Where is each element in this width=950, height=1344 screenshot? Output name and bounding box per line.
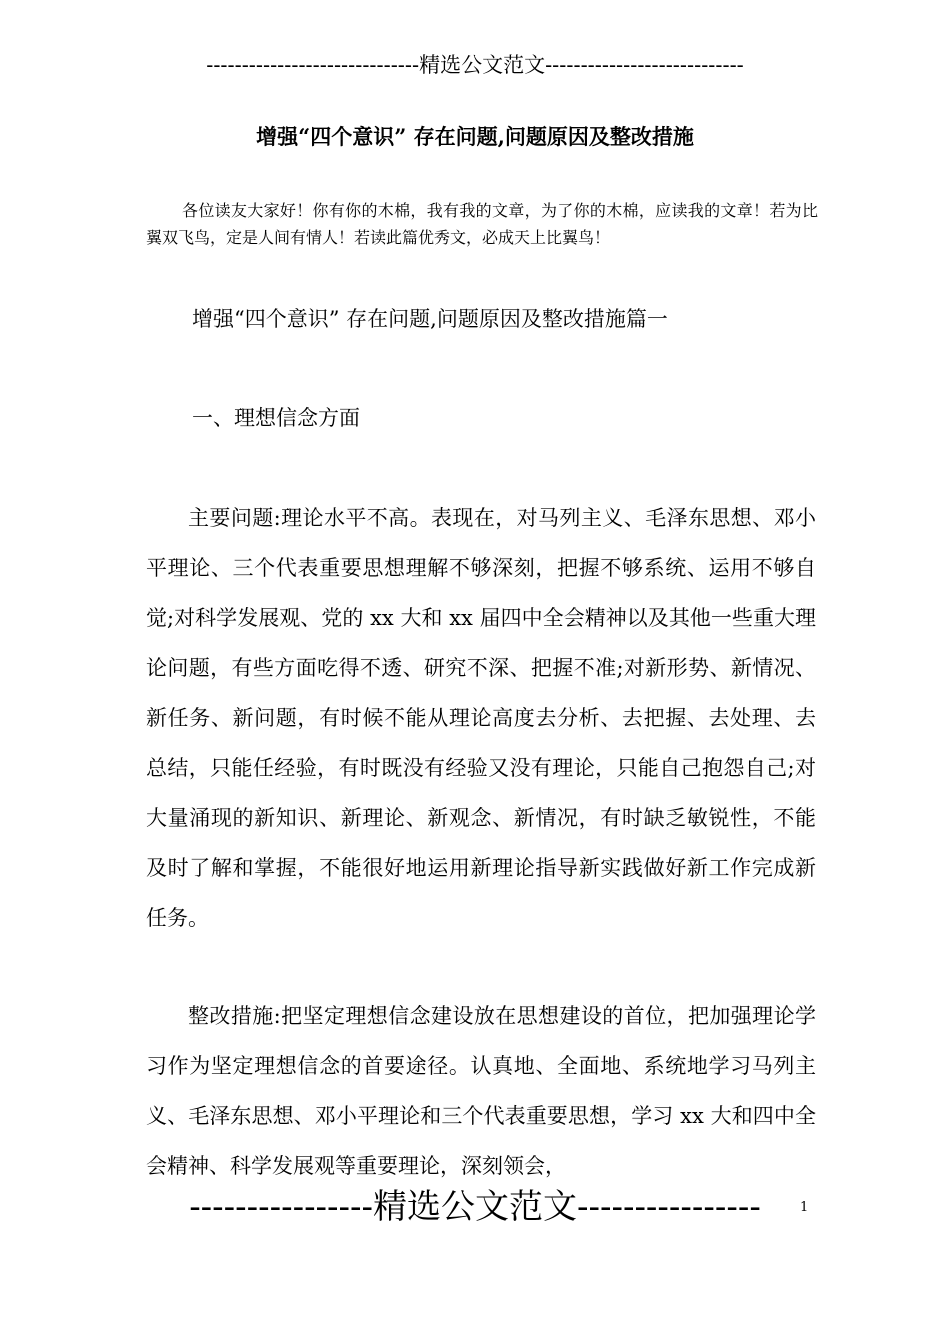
document-title: 增强“四个意识” 存在问题,问题原因及整改措施: [256, 124, 694, 149]
page-header: ------------------------------精选公文范文----------------------------: [206, 53, 744, 77]
paragraph-main-problem: 主要问题:理论水平不高。表现在，对马列主义、毛泽东思想、邓小平理论、三个代表重要思想理解不够深刻，把握不够系统、运用不够自觉;对科学发展观、党的 xx 大和 xx 届四中全会精神以及其他一些重大理论问题，有些方面吃得不透、研究不深、把握不准;对新形势、新情况、新任务、新问题，有时候不能从理论高度去分析、去把握、去处理、去总结，只能任经验，有时既没有经验又没有理论，只能自己抱怨自己;对大量涌现的新知识、新理论、新观念、新情况，有时缺乏敏锐性，不能及时了解和掌握，不能很好地运用新理论指导新实践做好新工作完成新任务。: [146, 506, 816, 930]
page-footer: ----------------精选公文范文----------------: [189, 1187, 761, 1227]
intro-paragraph: 各位读友大家好！你有你的木棉，我有我的文章，为了你的木棉，应读我的文章！若为比翼双飞鸟，定是人间有情人！若读此篇优秀文，必成天上比翼鸟！: [146, 201, 818, 247]
page-number: 1: [800, 1200, 809, 1215]
section-heading-ideals: 一、理想信念方面: [192, 406, 360, 430]
paragraph-rectification-measures: 整改措施:把坚定理想信念建设放在思想建设的首位，把加强理论学习作为坚定理想信念的首要途径。认真地、全面地、系统地学习马列主义、毛泽东思想、邓小平理论和三个代表重要思想，学习 xx 大和四中全会精神、科学发展观等重要理论，深刻领会，: [146, 1004, 816, 1178]
article-subtitle: 增强“四个意识” 存在问题,问题原因及整改措施篇一: [192, 307, 668, 331]
